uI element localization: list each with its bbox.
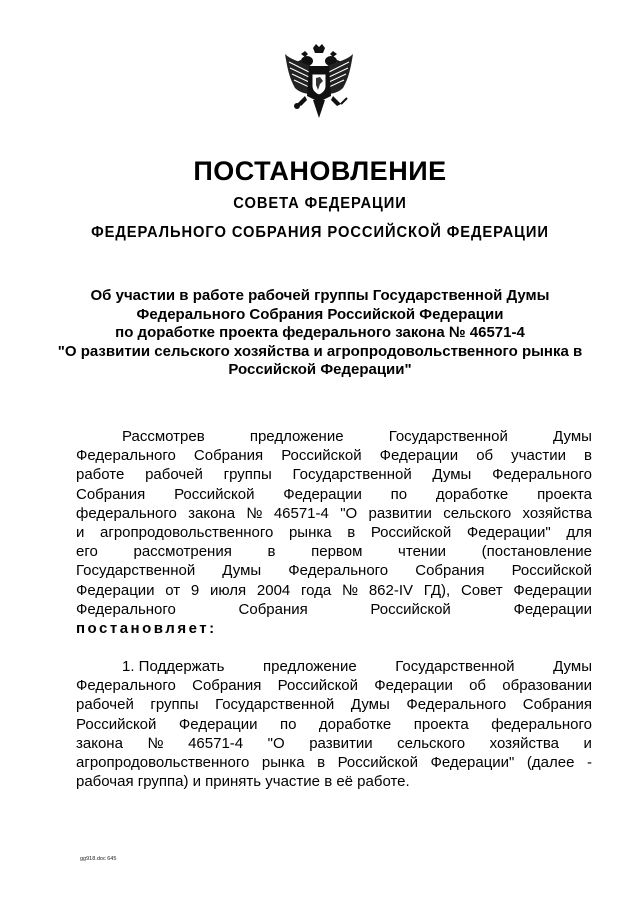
document-subtitle-council: СОВЕТА ФЕДЕРАЦИИ: [233, 195, 407, 212]
heading-line: Федерального Собрания Российской Федерации: [136, 305, 504, 323]
paragraph-line: [76, 427, 592, 446]
word: Думы: [553, 428, 592, 445]
paragraph-line: [76, 772, 592, 791]
heading-line: по доработке проекта федерального закона № 46571-4: [115, 324, 525, 341]
word: по: [390, 485, 408, 503]
paragraph-line: [76, 715, 592, 734]
word: доработке: [318, 715, 392, 733]
word: в: [317, 754, 326, 772]
resolves-keyword: постановляет:: [76, 620, 217, 638]
paragraph-preamble: [76, 427, 592, 638]
word: Думы: [432, 466, 472, 484]
paragraph-line: [76, 600, 592, 619]
word: от: [165, 581, 181, 599]
word: Собрания: [522, 696, 592, 714]
word: первом: [311, 543, 363, 561]
word: рынка: [288, 524, 332, 542]
word: рабочей: [76, 696, 134, 714]
word: в: [347, 524, 356, 542]
word: сельского: [397, 734, 466, 752]
word: образовании: [502, 677, 592, 695]
word: Государственной: [76, 562, 196, 580]
word: Российской: [370, 524, 452, 542]
word: Федерации": [430, 754, 515, 772]
word: Государственной: [388, 428, 508, 445]
word: Федерального: [76, 600, 176, 618]
word: Федерального: [288, 562, 389, 580]
word: и: [583, 734, 592, 752]
word: развитии: [368, 504, 432, 522]
word: №: [246, 504, 263, 522]
word: доработке: [435, 485, 509, 503]
word: группы: [223, 466, 272, 484]
paragraph-line: [76, 619, 592, 638]
word: чтении: [398, 543, 446, 561]
word: сельского: [443, 504, 512, 522]
word: предложение: [249, 428, 344, 445]
word: Рассмотрев: [122, 428, 205, 445]
word: 1. Поддержать: [122, 658, 225, 675]
word: Российской: [277, 677, 359, 695]
paragraph-line: [76, 657, 592, 676]
word: Федерации: [379, 447, 459, 465]
word: рассмотрения: [133, 543, 232, 561]
word: агропродовольственного: [100, 524, 274, 542]
word: июля: [209, 581, 247, 599]
word: -: [586, 754, 592, 772]
file-reference-footer: gg918.doc 645: [80, 856, 117, 862]
heading-line: Российской Федерации": [228, 361, 412, 378]
word: Федерации: [513, 581, 592, 599]
paragraph-line: [76, 581, 592, 600]
word: Федерации: [513, 600, 592, 618]
word: года: [301, 581, 332, 599]
paragraph-item-1: [76, 657, 592, 791]
word: Российской: [76, 715, 157, 733]
paragraph-line: [76, 734, 592, 753]
word: закона: [76, 734, 123, 752]
word: Федерального: [76, 677, 176, 695]
word: Российской: [337, 754, 418, 772]
word: по: [279, 715, 297, 733]
document-title: ПОСТАНОВЛЕНИЕ: [193, 156, 447, 186]
word: Российской: [370, 600, 451, 618]
word: закона: [188, 504, 236, 522]
word: Совет: [460, 581, 503, 599]
paragraph-line: [76, 542, 592, 561]
coat-of-arms-emblem-icon: [283, 44, 355, 124]
word: проекта: [413, 715, 469, 733]
word: Федерации: [374, 677, 453, 695]
word: Собрания: [76, 485, 146, 503]
paragraph-line: [76, 561, 592, 580]
word: Федерации: [178, 715, 258, 733]
word: предложение: [262, 658, 357, 675]
heading-line: Об участии в работе рабочей группы Государственной Думы: [90, 287, 550, 304]
word: в: [584, 447, 592, 465]
word: развитии: [309, 734, 373, 752]
word: об: [469, 677, 487, 695]
word: Федерального: [492, 466, 592, 484]
word: рынка: [261, 754, 305, 772]
word: №: [147, 734, 164, 752]
word: Собрания: [238, 600, 308, 618]
word: Думы: [222, 562, 262, 580]
paragraph-line: [76, 695, 592, 714]
word: 46571-4: [273, 504, 329, 522]
word: и: [76, 524, 85, 542]
word: "О: [267, 734, 285, 752]
word: проекта: [537, 485, 592, 503]
word: агропродовольственного: [76, 754, 250, 772]
word: Федерального: [406, 696, 507, 714]
word: Российской: [511, 562, 592, 580]
word: 46571-4: [188, 734, 244, 752]
word: Государственной: [395, 658, 515, 675]
word: федерального: [491, 715, 592, 733]
word: (постановление: [481, 543, 592, 561]
word: работе: [76, 466, 125, 484]
word: "О: [340, 504, 358, 522]
word: Российской: [281, 447, 362, 465]
word: его: [76, 543, 98, 561]
word: Собрания: [192, 677, 262, 695]
word: Федерального: [76, 447, 176, 465]
word: 2004: [256, 581, 291, 599]
word: 862-IV: [368, 581, 414, 599]
word: федерального: [76, 504, 177, 522]
paragraph-line: [76, 523, 592, 542]
word: Государственной: [292, 466, 412, 484]
word: об: [476, 447, 494, 465]
paragraph-line: [76, 504, 592, 523]
paragraph-line: [76, 485, 592, 504]
document-subtitle-assembly: ФЕДЕРАЛЬНОГО СОБРАНИЯ РОССИЙСКОЙ ФЕДЕРАЦИИ: [91, 224, 549, 241]
word: Собрания: [193, 447, 264, 465]
word: участии: [511, 447, 566, 465]
word: Федерации: [76, 581, 155, 599]
paragraph-line: [76, 446, 592, 465]
word: №: [342, 581, 359, 599]
resolution-heading: [40, 287, 600, 380]
word: рабочей: [145, 466, 203, 484]
word: Федерации": [466, 524, 551, 542]
paragraph-line: [76, 676, 592, 695]
word: для: [566, 524, 592, 542]
word: Федерации: [283, 485, 362, 503]
word: в: [267, 543, 276, 561]
word: рабочая группа) и принять участие в её работе.: [76, 773, 410, 791]
heading-line: "О развитии сельского хозяйства и агропродовольственного рынка в: [57, 342, 583, 360]
word: ГД),: [423, 581, 451, 599]
word: группы: [150, 696, 199, 714]
paragraph-line: [76, 753, 592, 772]
word: Думы: [553, 658, 592, 675]
paragraph-line: [76, 465, 592, 484]
word: 9: [190, 581, 200, 599]
word: Российской: [174, 485, 255, 503]
word: хозяйства: [522, 504, 592, 522]
word: хозяйства: [489, 734, 560, 752]
word: Государственной: [215, 696, 335, 714]
word: (далее: [526, 754, 575, 772]
word: Собрания: [415, 562, 485, 580]
word: Думы: [350, 696, 390, 714]
